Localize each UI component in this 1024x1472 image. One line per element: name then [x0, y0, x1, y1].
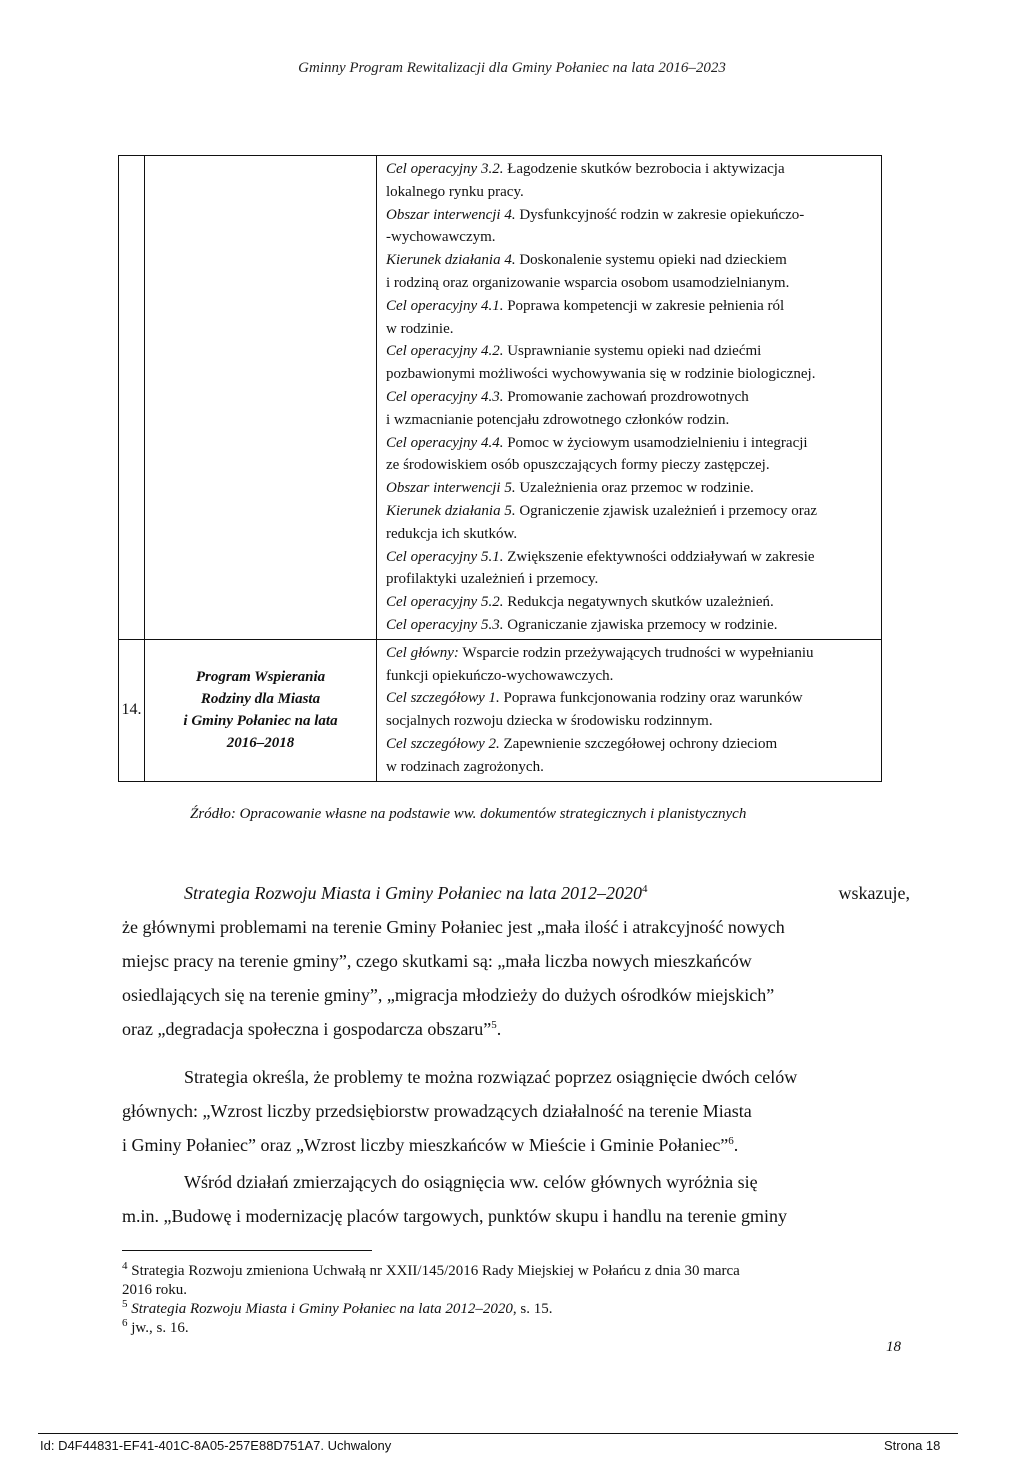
- text: .: [733, 1135, 739, 1155]
- goals-cell: [377, 156, 882, 640]
- paragraph: [122, 1165, 910, 1233]
- goal-line: [386, 272, 875, 295]
- paragraph-line: m.in. „Budowę i modernizację placów targowych, punktów skupu i handlu na terenie gminy: [122, 1206, 788, 1226]
- goal-line: [386, 546, 875, 569]
- goal-line: [386, 477, 875, 500]
- footnote-text: jw., s. 16.: [127, 1320, 189, 1336]
- goal-line: [386, 432, 875, 455]
- program-name-line: Program Wspierania: [195, 669, 326, 686]
- goal-line: [386, 454, 875, 477]
- goal-line: [386, 568, 875, 591]
- goal-line: [386, 756, 875, 779]
- goal-text: Promowanie zachowań prozdrowotnych: [503, 388, 749, 405]
- footnote-number: 6: [122, 1317, 128, 1329]
- paragraph-line: głównych: „Wzrost liczby przedsiębiorstw prowadzących działalność na terenie Miasta: [122, 1101, 752, 1121]
- goal-label: Cel operacyjny 3.2.: [386, 161, 504, 177]
- goal-text: Dysfunkcyjność rodzin w zakresie opiekuńczo-: [515, 206, 805, 223]
- page-number: 18: [886, 1339, 901, 1355]
- goal-label: Cel operacyjny 5.1.: [386, 548, 504, 565]
- footnote-ref: 4: [641, 883, 648, 895]
- goal-text: lokalnego rynku pracy.: [386, 183, 524, 200]
- program-name-cell: [145, 639, 377, 781]
- goal-line: [386, 665, 875, 688]
- goal-line: [386, 204, 875, 227]
- goal-label: Cel operacyjny 5.3.: [386, 616, 504, 633]
- goal-text: Usprawnianie systemu opieki nad dziećmi: [503, 343, 762, 360]
- paragraph: [122, 1060, 910, 1162]
- goal-line: [386, 642, 875, 665]
- text: wskazuje,: [838, 883, 910, 903]
- goal-line: [386, 500, 875, 523]
- footnote-text: Strategia Rozwoju zmieniona Uchwałą nr XXII/145/2016 Rady Miejskiej w Połańcu z dnia 30 marca: [127, 1263, 740, 1279]
- goal-line: [386, 614, 875, 637]
- footer-separator: [38, 1433, 958, 1434]
- goal-label: Cel operacyjny 4.2.: [386, 343, 504, 360]
- paragraph-line: [122, 1128, 910, 1162]
- running-header: Gminny Program Rewitalizacji dla Gminy Połaniec na lata 2016–2023: [298, 60, 726, 76]
- strategy-title: Strategia Rozwoju Miasta i Gminy Połaniec na lata 2012–2020: [184, 883, 642, 903]
- table-row: [119, 639, 882, 781]
- goal-text: -wychowawczym.: [386, 229, 496, 246]
- footnote-number: 4: [122, 1260, 128, 1272]
- goal-text: Łagodzenie skutków bezrobocia i aktywizacja: [503, 161, 785, 177]
- text: .: [496, 1019, 502, 1039]
- goal-line: [386, 687, 875, 710]
- goal-line: [386, 733, 875, 756]
- program-name-line: i Gminy Połaniec na lata: [183, 713, 338, 730]
- footnote-number: 5: [122, 1298, 128, 1310]
- goal-text: profilaktyki uzależnień i przemocy.: [386, 571, 599, 588]
- footnotes: [122, 1262, 910, 1338]
- goal-line: [386, 295, 875, 318]
- goal-label: Cel operacyjny 4.4.: [386, 434, 504, 451]
- program-name-cell: [145, 156, 377, 640]
- goal-line: [386, 226, 875, 249]
- document-id: Id: D4F44831-EF41-401C-8A05-257E88D751A7. Uchwalony: [40, 1438, 392, 1453]
- goal-text: Ograniczanie zjawiska przemocy w rodzinie.: [503, 616, 778, 633]
- footer-page-number: Strona 18: [884, 1438, 941, 1453]
- goal-line: [386, 181, 875, 204]
- goal-label: Kierunek działania 5.: [386, 502, 516, 519]
- paragraph-line: że głównymi problemami na terenie Gminy Połaniec jest „mała ilość i atrakcyjność nowych: [122, 917, 785, 937]
- goal-label: Obszar interwencji 4.: [386, 206, 516, 223]
- goal-line: [386, 386, 875, 409]
- footnote-title: Strategia Rozwoju Miasta i Gminy Połaniec na lata 2012–2020: [127, 1301, 513, 1317]
- goal-text: Pomoc w życiowym usamodzielnieniu i integracji: [503, 434, 808, 451]
- goal-line: [386, 409, 875, 432]
- paragraph-line: [122, 876, 910, 910]
- program-name-line: 2016–2018: [226, 735, 295, 752]
- paragraph-line: osiedlających się na terenie gminy”, „migracja młodzieży do dużych ośrodków miejskich”: [122, 985, 775, 1005]
- paragraph-line: [122, 1012, 910, 1046]
- goal-line: [386, 363, 875, 386]
- goal-line: [386, 591, 875, 614]
- goal-line: [386, 318, 875, 341]
- goal-text: socjalnych rozwoju dziecka w środowisku rodzinnym.: [386, 713, 713, 730]
- footnote-ref: 6: [728, 1135, 734, 1147]
- number-cell: 14.: [119, 639, 145, 781]
- paragraph-line: Wśród działań zmierzających do osiągnięcia ww. celów głównych wyróżnia się: [184, 1172, 758, 1192]
- text: oraz „degradacja społeczna i gospodarcza obszaru”: [122, 1019, 492, 1039]
- goal-label: Kierunek działania 4.: [386, 252, 516, 269]
- footnote-ref: 5: [491, 1019, 497, 1031]
- goal-line: [386, 340, 875, 363]
- goal-line: [386, 523, 875, 546]
- paragraph: [122, 876, 910, 1046]
- goal-text: Doskonalenie systemu opieki nad dzieckiem: [515, 252, 787, 269]
- goal-text: funkcji opiekuńczo-wychowawczych.: [386, 667, 614, 684]
- goal-text: i wzmacnianie potencjału zdrowotnego członków rodzin.: [386, 411, 730, 428]
- goal-text: Uzależnienia oraz przemoc w rodzinie.: [515, 480, 754, 497]
- goal-text: i rodziną oraz organizowanie wsparcia osobom usamodzielnianym.: [386, 274, 790, 291]
- footnote-separator: [122, 1250, 372, 1251]
- footnote-text: , s. 15.: [512, 1301, 553, 1317]
- number-cell: [119, 156, 145, 640]
- goal-text: ze środowiskiem osób opuszczających formy pieczy zastępczej.: [386, 457, 770, 474]
- goal-text: Wsparcie rodzin przeżywających trudności w wypełnianiu: [458, 644, 814, 661]
- goal-text: redukcja ich skutków.: [386, 525, 518, 542]
- goal-line: [386, 158, 875, 181]
- goal-label: Cel szczegółowy 2.: [386, 735, 500, 752]
- goal-label: Obszar interwencji 5.: [386, 480, 516, 497]
- goal-text: Poprawa kompetencji w zakresie pełnienia ról: [503, 297, 785, 314]
- goal-label: Cel szczegółowy 1.: [386, 690, 500, 707]
- goal-line: [386, 249, 875, 272]
- source-note: Źródło: Opracowanie własne na podstawie ww. dokumentów strategicznych i planistycznych: [190, 806, 747, 822]
- goal-text: Zwiększenie efektywności oddziaływań w zakresie: [503, 548, 815, 565]
- table-row: [119, 156, 882, 640]
- footnote: [122, 1300, 910, 1319]
- footnote-continuation: 2016 roku.: [122, 1282, 187, 1298]
- goal-line: [386, 710, 875, 733]
- goal-label: Cel główny:: [386, 644, 459, 661]
- goal-label: Cel operacyjny 4.1.: [386, 297, 504, 314]
- goal-text: w rodzinach zagrożonych.: [386, 758, 544, 775]
- goal-label: Cel operacyjny 5.2.: [386, 594, 504, 611]
- goal-text: Redukcja negatywnych skutków uzależnień.: [503, 594, 774, 611]
- goal-text: w rodzinie.: [386, 320, 454, 337]
- text: i Gminy Połaniec” oraz „Wzrost liczby mieszkańców w Mieście i Gminie Połaniec”: [122, 1135, 729, 1155]
- paragraph-line: Strategia określa, że problemy te można rozwiązać poprzez osiągnięcie dwóch celów: [184, 1067, 798, 1087]
- goal-label: Cel operacyjny 4.3.: [386, 388, 504, 405]
- goal-text: pozbawionymi możliwości wychowywania się w rodzinie biologicznej.: [386, 366, 816, 383]
- footnote: [122, 1262, 910, 1281]
- goal-text: Zapewnienie szczegółowej ochrony dzieciom: [499, 735, 778, 752]
- paragraph-line: miejsc pracy na terenie gminy”, czego skutkami są: „mała liczba nowych mieszkańców: [122, 951, 752, 971]
- program-name-line: Rodziny dla Miasta: [200, 691, 321, 708]
- programs-table: [118, 155, 882, 782]
- goals-cell: [377, 639, 882, 781]
- footnote: [122, 1319, 910, 1338]
- goal-text: Poprawa funkcjonowania rodziny oraz warunków: [499, 690, 803, 707]
- goal-text: Ograniczenie zjawisk uzależnień i przemocy oraz: [515, 502, 818, 519]
